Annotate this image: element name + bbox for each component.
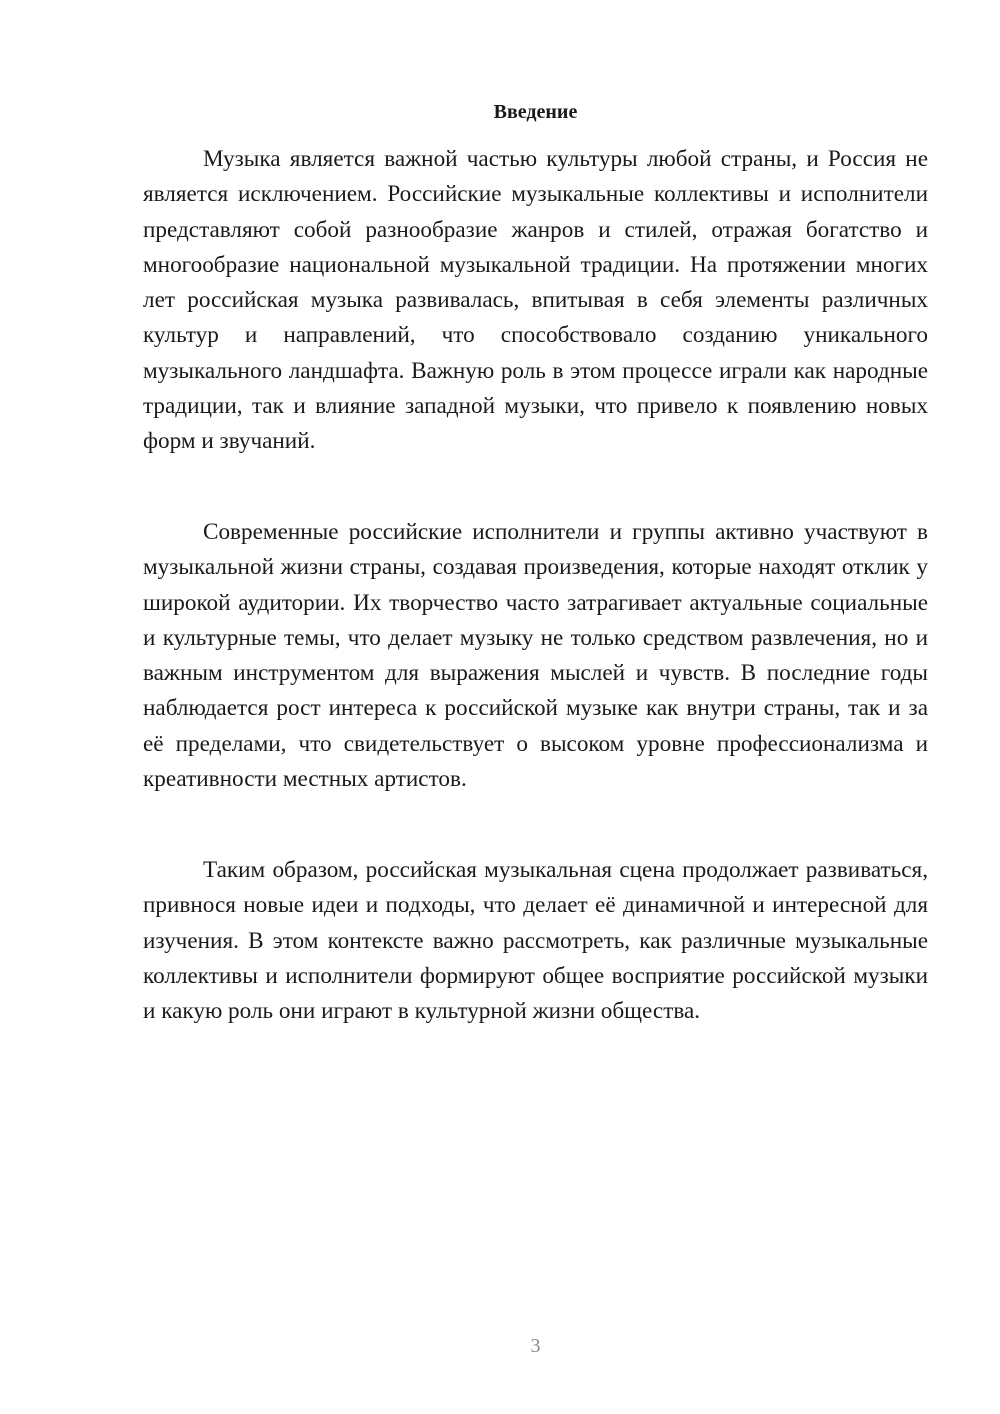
paragraph-conclusion: Таким образом, российская музыкальная сцена продолжает развиваться, привнося новые идеи и подходы, что делает её динамичной и интересной для изучения. В этом контексте важно рассмотреть, как различные музыкальные коллективы и исполнители формируют общее восприятие российской музыки и какую роль они играют в культурной жизни общества.: [143, 857, 928, 1025]
section-title: Введение: [493, 101, 578, 123]
paragraph-modern-performers: Современные российские исполнители и группы активно участвуют в музыкальной жизни страны, создавая произведения, которые находят отклик у широкой аудитории. Их творчество часто затрагивает актуальные социальные и культурные темы, что делает музыку не только средством развлечения, но и важным инструментом для выражения мыслей и чувств. В последние годы наблюдается рост интереса к российской музыке как внутри страны, так и за её пределами, что свидетельствует о высоком уровне профессионализма и креативности местных артистов.: [143, 519, 928, 793]
paragraph-intro: Музыка является важной частью культуры любой страны, и Россия не является исключением. Российские музыкальные коллективы и исполнители представляют собой разнообразие жанров и стилей, отражая богатство и многообразие национальной музыкальной традиции. На протяжении многих лет российская музыка развивалась, впитывая в себя элементы различных культур и направлений, что способствовало созданию уникального музыкального ландшафта. Важную роль в этом процессе играли как народные традиции, так и влияние западной музыки, что привело к появлению новых форм и звучаний.: [143, 146, 928, 455]
page-number: 3: [530, 1335, 541, 1357]
